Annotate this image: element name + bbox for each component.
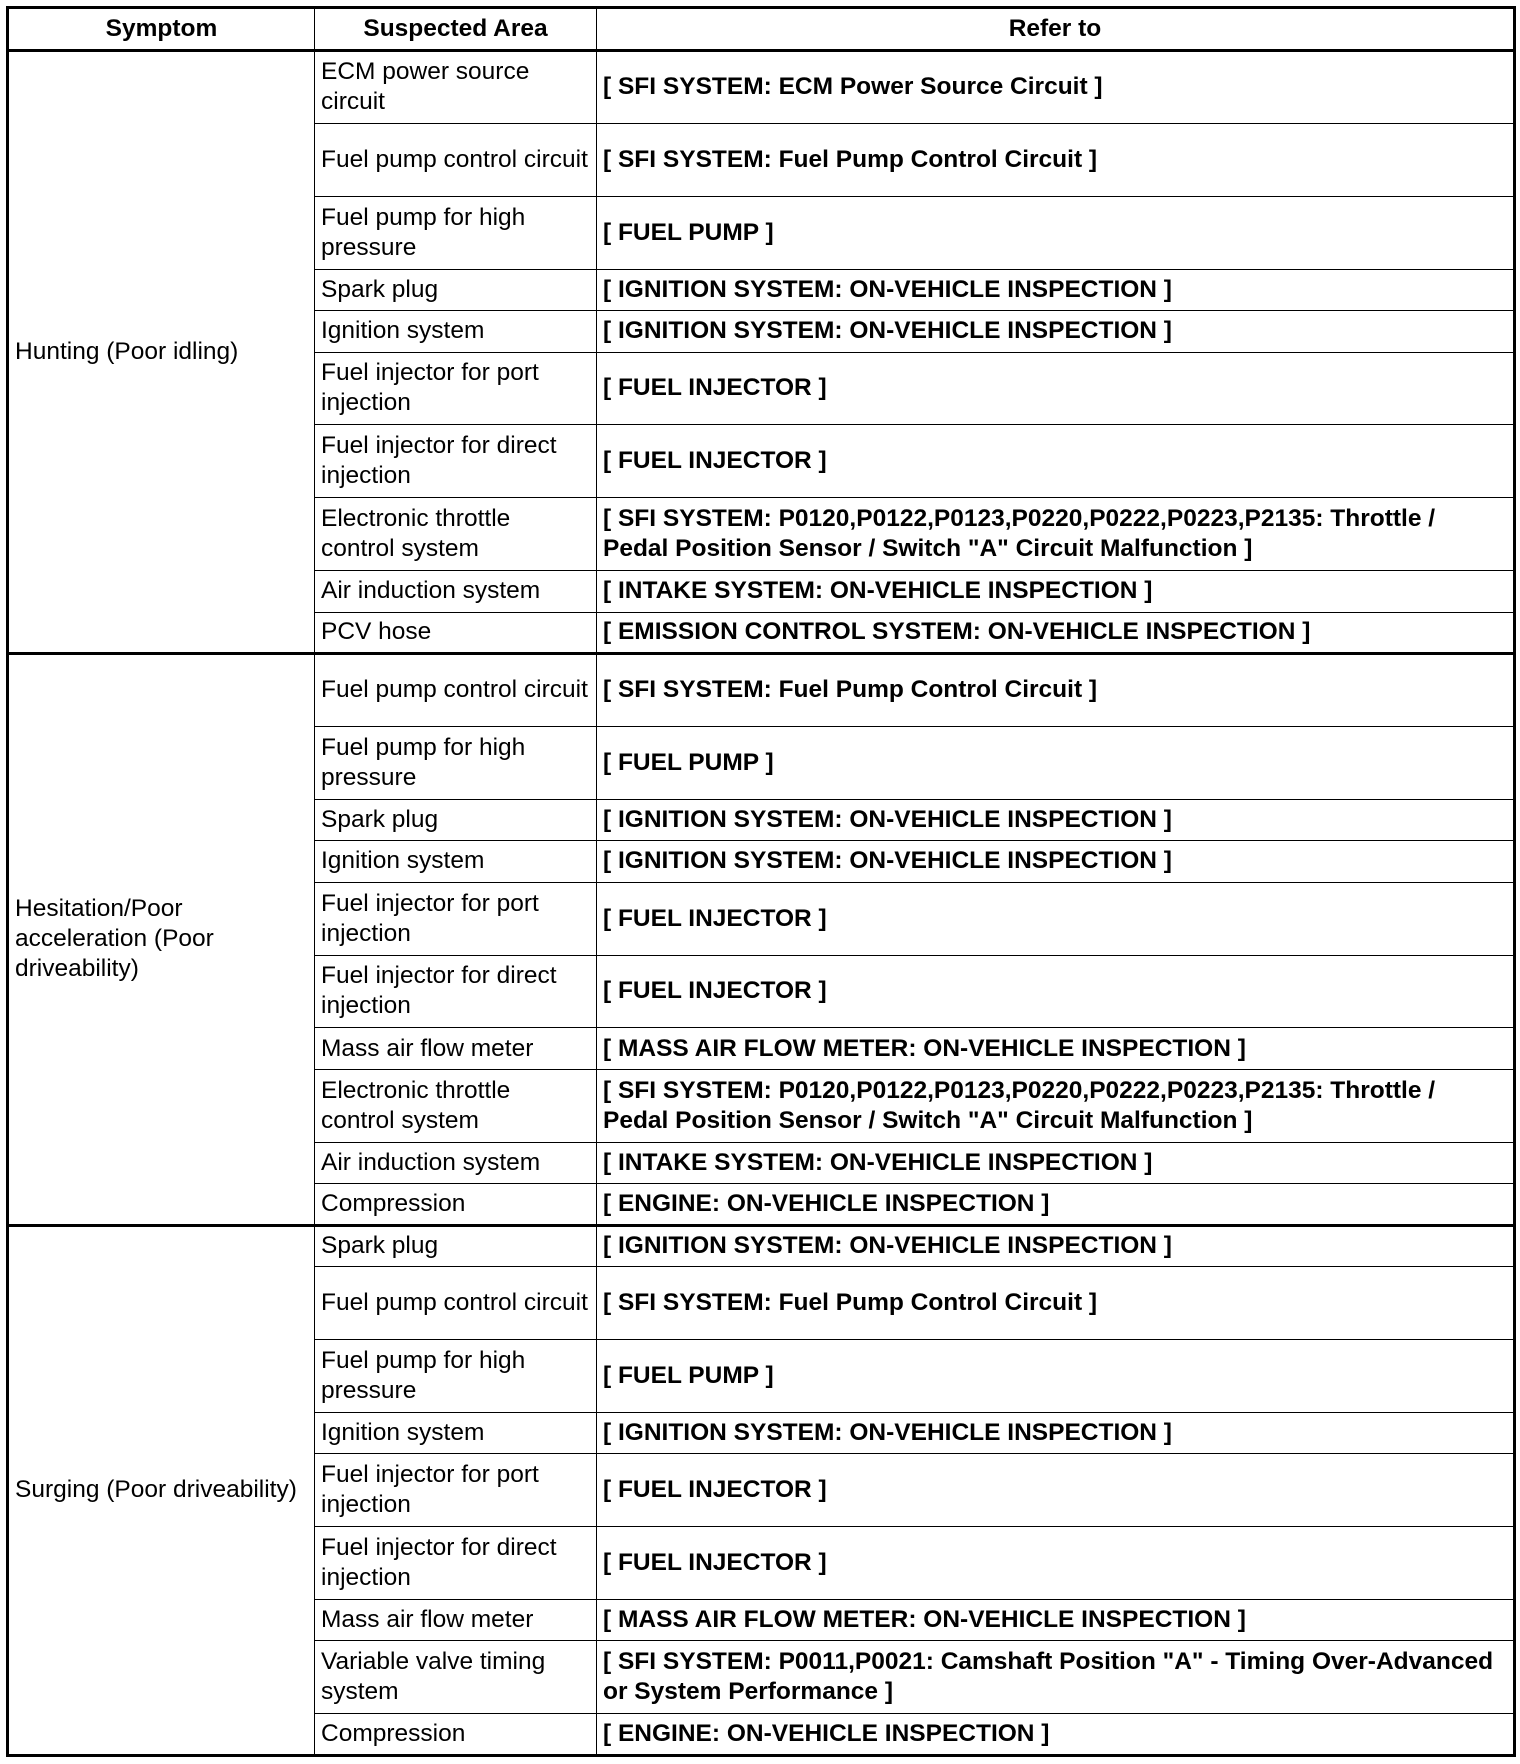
refer-to-cell: [ SFI SYSTEM: P0120,P0122,P0123,P0220,P0222,P0223,P2135: Throttle / Pedal Position Sensor / Switch "A" Circuit Malfunction ] <box>597 1069 1515 1142</box>
symptom-cell: Hesitation/Poor acceleration (Poor driveability) <box>8 654 315 1226</box>
refer-to-cell: [ SFI SYSTEM: P0011,P0021: Camshaft Position "A" - Timing Over-Advanced or System Performance ] <box>597 1641 1515 1714</box>
refer-to-cell: [ INTAKE SYSTEM: ON-VEHICLE INSPECTION ] <box>597 571 1515 612</box>
table-row <box>8 1225 1515 1266</box>
table-row <box>8 51 1515 124</box>
suspected-area-cell: Spark plug <box>315 799 597 840</box>
suspected-area-cell: Compression <box>315 1184 597 1225</box>
troubleshooting-table <box>6 6 1516 1757</box>
suspected-area-cell: Electronic throttle control system <box>315 1069 597 1142</box>
suspected-area-cell: Ignition system <box>315 311 597 352</box>
suspected-area-cell: Fuel injector for port injection <box>315 1454 597 1527</box>
suspected-area-cell: Fuel injector for port injection <box>315 352 597 425</box>
suspected-area-cell: Electronic throttle control system <box>315 498 597 571</box>
refer-to-cell: [ IGNITION SYSTEM: ON-VEHICLE INSPECTION ] <box>597 799 1515 840</box>
suspected-area-cell: Fuel pump for high pressure <box>315 196 597 269</box>
suspected-area-cell: Fuel pump for high pressure <box>315 726 597 799</box>
refer-to-cell: [ IGNITION SYSTEM: ON-VEHICLE INSPECTION ] <box>597 1412 1515 1453</box>
refer-to-cell: [ IGNITION SYSTEM: ON-VEHICLE INSPECTION ] <box>597 841 1515 882</box>
suspected-area-cell: Fuel injector for direct injection <box>315 955 597 1028</box>
refer-to-cell: [ ENGINE: ON-VEHICLE INSPECTION ] <box>597 1714 1515 1756</box>
suspected-area-cell: PCV hose <box>315 612 597 653</box>
header-row <box>8 8 1515 51</box>
symptom-cell: Surging (Poor driveability) <box>8 1225 315 1755</box>
refer-to-cell: [ SFI SYSTEM: Fuel Pump Control Circuit ] <box>597 654 1515 727</box>
suspected-area-cell: Fuel pump for high pressure <box>315 1339 597 1412</box>
suspected-area-cell: Fuel pump control circuit <box>315 1267 597 1340</box>
header-refer-to: Refer to <box>597 8 1515 51</box>
suspected-area-cell: Fuel pump control circuit <box>315 654 597 727</box>
suspected-area-cell: ECM power source circuit <box>315 51 597 124</box>
suspected-area-cell: Ignition system <box>315 841 597 882</box>
refer-to-cell: [ FUEL PUMP ] <box>597 1339 1515 1412</box>
table-body <box>8 51 1515 1756</box>
refer-to-cell: [ IGNITION SYSTEM: ON-VEHICLE INSPECTION ] <box>597 269 1515 310</box>
refer-to-cell: [ SFI SYSTEM: Fuel Pump Control Circuit ] <box>597 1267 1515 1340</box>
refer-to-cell: [ FUEL INJECTOR ] <box>597 1527 1515 1600</box>
refer-to-cell: [ SFI SYSTEM: P0120,P0122,P0123,P0220,P0222,P0223,P2135: Throttle / Pedal Position Sensor / Switch "A" Circuit Malfunction ] <box>597 498 1515 571</box>
refer-to-cell: [ FUEL INJECTOR ] <box>597 425 1515 498</box>
suspected-area-cell: Variable valve timing system <box>315 1641 597 1714</box>
refer-to-cell: [ MASS AIR FLOW METER: ON-VEHICLE INSPECTION ] <box>597 1599 1515 1640</box>
refer-to-cell: [ INTAKE SYSTEM: ON-VEHICLE INSPECTION ] <box>597 1142 1515 1183</box>
suspected-area-cell: Fuel injector for port injection <box>315 882 597 955</box>
refer-to-cell: [ SFI SYSTEM: ECM Power Source Circuit ] <box>597 51 1515 124</box>
table-row <box>8 654 1515 727</box>
suspected-area-cell: Spark plug <box>315 1225 597 1266</box>
suspected-area-cell: Spark plug <box>315 269 597 310</box>
suspected-area-cell: Fuel injector for direct injection <box>315 425 597 498</box>
refer-to-cell: [ FUEL INJECTOR ] <box>597 352 1515 425</box>
refer-to-cell: [ IGNITION SYSTEM: ON-VEHICLE INSPECTION ] <box>597 311 1515 352</box>
refer-to-cell: [ ENGINE: ON-VEHICLE INSPECTION ] <box>597 1184 1515 1225</box>
suspected-area-cell: Fuel pump control circuit <box>315 123 597 196</box>
suspected-area-cell: Air induction system <box>315 1142 597 1183</box>
table-header <box>8 8 1515 51</box>
suspected-area-cell: Ignition system <box>315 1412 597 1453</box>
header-symptom: Symptom <box>8 8 315 51</box>
suspected-area-cell: Fuel injector for direct injection <box>315 1527 597 1600</box>
refer-to-cell: [ FUEL INJECTOR ] <box>597 882 1515 955</box>
refer-to-cell: [ EMISSION CONTROL SYSTEM: ON-VEHICLE INSPECTION ] <box>597 612 1515 653</box>
refer-to-cell: [ FUEL INJECTOR ] <box>597 1454 1515 1527</box>
refer-to-cell: [ FUEL PUMP ] <box>597 726 1515 799</box>
refer-to-cell: [ FUEL INJECTOR ] <box>597 955 1515 1028</box>
refer-to-cell: [ IGNITION SYSTEM: ON-VEHICLE INSPECTION ] <box>597 1225 1515 1266</box>
refer-to-cell: [ SFI SYSTEM: Fuel Pump Control Circuit ] <box>597 123 1515 196</box>
suspected-area-cell: Mass air flow meter <box>315 1028 597 1069</box>
refer-to-cell: [ MASS AIR FLOW METER: ON-VEHICLE INSPECTION ] <box>597 1028 1515 1069</box>
symptom-cell: Hunting (Poor idling) <box>8 51 315 654</box>
suspected-area-cell: Air induction system <box>315 571 597 612</box>
suspected-area-cell: Mass air flow meter <box>315 1599 597 1640</box>
header-suspected-area: Suspected Area <box>315 8 597 51</box>
refer-to-cell: [ FUEL PUMP ] <box>597 196 1515 269</box>
suspected-area-cell: Compression <box>315 1714 597 1756</box>
